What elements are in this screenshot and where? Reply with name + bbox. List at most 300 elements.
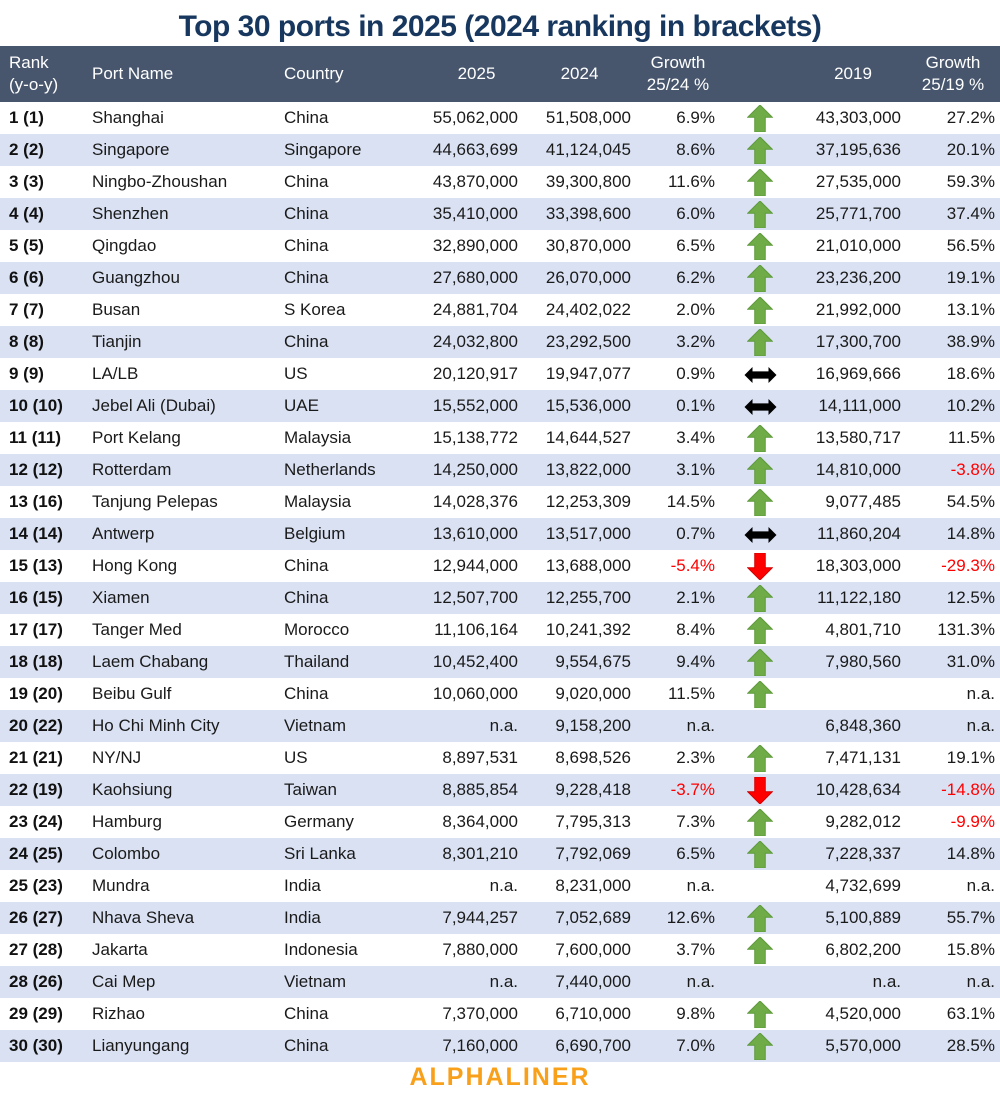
- volume-2024-cell: 12,253,309: [545, 492, 631, 511]
- volume-2024-cell: 9,228,418: [555, 780, 631, 799]
- volume-2019-cell: 5,570,000: [825, 1036, 901, 1055]
- port-name-cell: Shanghai: [92, 108, 164, 127]
- table-row: [0, 774, 1000, 806]
- country-cell: China: [284, 1036, 329, 1055]
- volume-2025-cell: n.a.: [489, 972, 518, 991]
- volume-2019-cell: n.a.: [872, 972, 901, 991]
- trend-cell: [720, 806, 800, 838]
- up-arrow-icon: [747, 169, 773, 196]
- header-trend-spacer: [720, 46, 800, 102]
- volume-2025-cell: 35,410,000: [432, 204, 518, 223]
- volume-2024-cell: 6,710,000: [555, 1004, 631, 1023]
- growth-2519-cell: 56.5%: [946, 236, 995, 255]
- volume-2019-cell: 14,111,000: [818, 396, 901, 415]
- trend-cell: [720, 1030, 800, 1062]
- header-2019: 2019: [800, 46, 906, 102]
- country-cell: Germany: [284, 812, 354, 831]
- table-row: [0, 582, 1000, 614]
- port-name-cell: Hong Kong: [92, 556, 178, 575]
- header-rank-line2: (y-o-y): [9, 75, 59, 94]
- growth-2524-cell: 0.9%: [676, 364, 715, 383]
- trend-cell: [720, 102, 800, 134]
- trend-cell: [720, 326, 800, 358]
- port-name-cell: Cai Mep: [92, 972, 156, 991]
- growth-2519-cell: 10.2%: [946, 396, 995, 415]
- growth-2519-cell: 14.8%: [946, 524, 995, 543]
- table-row: [0, 646, 1000, 678]
- page-title: Top 30 ports in 2025 (2024 ranking in brackets): [178, 10, 822, 43]
- growth-2524-cell: 8.4%: [676, 620, 715, 639]
- volume-2025-cell: 12,944,000: [432, 556, 518, 575]
- growth-2524-cell: 3.1%: [676, 460, 715, 479]
- country-cell: Malaysia: [284, 492, 352, 511]
- trend-cell: [720, 294, 800, 326]
- table-row: [0, 934, 1000, 966]
- volume-2024-cell: 7,795,313: [555, 812, 631, 831]
- rank-cell: 27 (28): [9, 940, 63, 959]
- rank-cell: 2 (2): [9, 140, 44, 159]
- volume-2024-cell: 7,440,000: [555, 972, 631, 991]
- header-growth-2524-line2: 25/24 %: [646, 75, 710, 94]
- volume-2019-cell: 11,122,180: [817, 588, 901, 607]
- up-arrow-icon: [747, 905, 773, 932]
- country-cell: Vietnam: [284, 972, 347, 991]
- header-port-name: Port Name: [88, 46, 280, 102]
- country-cell: China: [284, 204, 329, 223]
- volume-2025-cell: 10,452,400: [432, 652, 518, 671]
- table-row: [0, 198, 1000, 230]
- left-right-arrow-icon: [744, 399, 777, 415]
- up-arrow-icon: [747, 105, 773, 132]
- country-cell: Indonesia: [284, 940, 358, 959]
- growth-2524-cell: 12.6%: [666, 908, 715, 927]
- table-row: [0, 262, 1000, 294]
- growth-2524-cell: 14.5%: [666, 492, 715, 511]
- port-name-cell: Nhava Sheva: [92, 908, 195, 927]
- growth-2524-cell: 9.4%: [676, 652, 715, 671]
- volume-2019-cell: 37,195,636: [815, 140, 901, 159]
- volume-2024-cell: 8,231,000: [555, 876, 631, 895]
- table-row: [0, 518, 1000, 550]
- rank-cell: 18 (18): [9, 652, 63, 671]
- table-row: [0, 966, 1000, 998]
- volume-2024-cell: 7,600,000: [555, 940, 631, 959]
- rank-cell: 15 (13): [9, 556, 63, 575]
- growth-2524-cell: 6.9%: [676, 108, 715, 127]
- volume-2019-cell: 4,732,699: [825, 876, 901, 895]
- port-name-cell: Ho Chi Minh City: [92, 716, 220, 735]
- growth-2519-cell: 59.3%: [946, 172, 995, 191]
- growth-2519-cell: 131.3%: [937, 620, 995, 639]
- volume-2024-cell: 7,792,069: [555, 844, 631, 863]
- header-2024: 2024: [523, 46, 636, 102]
- volume-2019-cell: 21,010,000: [815, 236, 901, 255]
- port-name-cell: Tanger Med: [92, 620, 182, 639]
- country-cell: China: [284, 332, 329, 351]
- table-row: [0, 742, 1000, 774]
- growth-2524-cell: 7.3%: [676, 812, 715, 831]
- table-row: [0, 902, 1000, 934]
- growth-2519-cell: 55.7%: [946, 908, 995, 927]
- table-body: [0, 102, 1000, 1062]
- country-cell: China: [284, 268, 329, 287]
- volume-2024-cell: 9,554,675: [555, 652, 631, 671]
- header-growth-2519: [906, 46, 1000, 102]
- growth-2519-cell: n.a.: [966, 876, 995, 895]
- header-row: [0, 46, 1000, 102]
- growth-2524-cell: 3.4%: [676, 428, 715, 447]
- volume-2024-cell: 9,020,000: [555, 684, 631, 703]
- trend-cell: [720, 230, 800, 262]
- volume-2025-cell: 7,944,257: [442, 908, 518, 927]
- growth-2524-cell: 8.6%: [676, 140, 715, 159]
- up-arrow-icon: [747, 297, 773, 324]
- volume-2024-cell: 23,292,500: [545, 332, 631, 351]
- volume-2025-cell: 20,120,917: [432, 364, 518, 383]
- volume-2019-cell: 16,969,666: [815, 364, 901, 383]
- alphaliner-logo: ALPHALINER: [409, 1063, 591, 1091]
- volume-2024-cell: 12,255,700: [545, 588, 631, 607]
- port-name-cell: Tanjung Pelepas: [92, 492, 218, 511]
- up-arrow-icon: [747, 425, 773, 452]
- trend-cell: [720, 646, 800, 678]
- volume-2024-cell: 15,536,000: [545, 396, 631, 415]
- up-arrow-icon: [747, 201, 773, 228]
- volume-2025-cell: 7,160,000: [442, 1036, 518, 1055]
- rank-cell: 29 (29): [9, 1004, 63, 1023]
- volume-2019-cell: 27,535,000: [815, 172, 901, 191]
- volume-2025-cell: 11,106,164: [434, 620, 518, 639]
- volume-2025-cell: 10,060,000: [432, 684, 518, 703]
- volume-2019-cell: 4,520,000: [825, 1004, 901, 1023]
- growth-2524-cell: -3.7%: [670, 780, 715, 799]
- country-cell: India: [284, 876, 321, 895]
- volume-2019-cell: 4,801,710: [825, 620, 901, 639]
- volume-2025-cell: 32,890,000: [432, 236, 518, 255]
- down-arrow-icon: [747, 777, 773, 804]
- up-arrow-icon: [747, 489, 773, 516]
- port-name-cell: Rotterdam: [92, 460, 172, 479]
- rank-cell: 8 (8): [9, 332, 44, 351]
- country-cell: Belgium: [284, 524, 346, 543]
- port-name-cell: Hamburg: [92, 812, 162, 831]
- growth-2519-cell: 19.1%: [946, 748, 995, 767]
- table-row: [0, 710, 1000, 742]
- rank-cell: 6 (6): [9, 268, 44, 287]
- port-name-cell: NY/NJ: [92, 748, 142, 767]
- growth-2519-cell: -29.3%: [941, 556, 995, 575]
- trend-cell: [720, 934, 800, 966]
- growth-2519-cell: 19.1%: [946, 268, 995, 287]
- port-name-cell: Beibu Gulf: [92, 684, 172, 703]
- growth-2519-cell: -9.9%: [950, 812, 995, 831]
- growth-2519-cell: 63.1%: [946, 1004, 995, 1023]
- volume-2019-cell: 17,300,700: [815, 332, 901, 351]
- left-right-arrow-icon: [744, 367, 777, 383]
- up-arrow-icon: [747, 841, 773, 868]
- growth-2524-cell: 11.6%: [668, 172, 715, 191]
- volume-2025-cell: n.a.: [489, 716, 518, 735]
- trend-cell: [720, 166, 800, 198]
- growth-2524-cell: 9.8%: [676, 1004, 715, 1023]
- trend-cell: [720, 198, 800, 230]
- volume-2025-cell: 8,885,854: [442, 780, 518, 799]
- volume-2025-cell: 55,062,000: [432, 108, 518, 127]
- volume-2019-cell: 7,471,131: [825, 748, 901, 767]
- volume-2019-cell: 21,992,000: [815, 300, 901, 319]
- volume-2025-cell: 44,663,699: [432, 140, 518, 159]
- volume-2025-cell: 8,364,000: [442, 812, 518, 831]
- volume-2019-cell: 6,848,360: [825, 716, 901, 735]
- country-cell: Sri Lanka: [284, 844, 356, 863]
- table-row: [0, 1030, 1000, 1062]
- country-cell: China: [284, 172, 329, 191]
- growth-2519-cell: 11.5%: [948, 428, 995, 447]
- table-row: [0, 134, 1000, 166]
- header-growth-2519-line2: 25/19 %: [921, 75, 985, 94]
- header-2025: 2025: [430, 46, 523, 102]
- rank-cell: 26 (27): [9, 908, 63, 927]
- table-row: [0, 422, 1000, 454]
- volume-2025-cell: 27,680,000: [432, 268, 518, 287]
- trend-cell: [720, 134, 800, 166]
- port-name-cell: Jakarta: [92, 940, 148, 959]
- table-row: [0, 230, 1000, 262]
- volume-2025-cell: 24,032,800: [432, 332, 518, 351]
- volume-2019-cell: 13,580,717: [815, 428, 901, 447]
- volume-2024-cell: 14,644,527: [545, 428, 631, 447]
- growth-2524-cell: 3.7%: [676, 940, 715, 959]
- table-header: [0, 46, 1000, 102]
- rank-cell: 9 (9): [9, 364, 44, 383]
- trend-cell: [720, 486, 800, 518]
- country-cell: China: [284, 684, 329, 703]
- trend-cell: [720, 262, 800, 294]
- table-row: [0, 998, 1000, 1030]
- header-rank: [0, 46, 88, 102]
- volume-2024-cell: 8,698,526: [555, 748, 631, 767]
- volume-2024-cell: 6,690,700: [555, 1036, 631, 1055]
- volume-2024-cell: 10,241,392: [545, 620, 631, 639]
- rank-cell: 20 (22): [9, 716, 63, 735]
- growth-2524-cell: 2.1%: [676, 588, 715, 607]
- volume-2019-cell: 43,303,000: [815, 108, 901, 127]
- country-cell: Thailand: [284, 652, 350, 671]
- rank-cell: 24 (25): [9, 844, 63, 863]
- rank-cell: 25 (23): [9, 876, 63, 895]
- growth-2519-cell: 54.5%: [946, 492, 995, 511]
- volume-2019-cell: 7,980,560: [825, 652, 901, 671]
- volume-2019-cell: 9,077,485: [825, 492, 901, 511]
- volume-2024-cell: 13,688,000: [545, 556, 631, 575]
- port-name-cell: Qingdao: [92, 236, 157, 255]
- up-arrow-icon: [747, 265, 773, 292]
- trend-cell: [720, 422, 800, 454]
- rank-cell: 12 (12): [9, 460, 63, 479]
- country-cell: Netherlands: [284, 460, 376, 479]
- port-name-cell: Lianyungang: [92, 1036, 190, 1055]
- up-arrow-icon: [747, 1033, 773, 1060]
- up-arrow-icon: [747, 233, 773, 260]
- table-row: [0, 166, 1000, 198]
- rank-cell: 23 (24): [9, 812, 63, 831]
- trend-cell: [720, 614, 800, 646]
- port-name-cell: Tianjin: [92, 332, 142, 351]
- rank-cell: 5 (5): [9, 236, 44, 255]
- volume-2024-cell: 24,402,022: [545, 300, 631, 319]
- up-arrow-icon: [747, 329, 773, 356]
- table-row: [0, 390, 1000, 422]
- rank-cell: 19 (20): [9, 684, 63, 703]
- growth-2519-cell: n.a.: [966, 972, 995, 991]
- table-row: [0, 870, 1000, 902]
- port-name-cell: LA/LB: [92, 364, 139, 383]
- growth-2519-cell: 38.9%: [946, 332, 995, 351]
- trend-cell: [720, 582, 800, 614]
- port-name-cell: Singapore: [92, 140, 170, 159]
- growth-2524-cell: 6.5%: [676, 844, 715, 863]
- country-cell: China: [284, 588, 329, 607]
- growth-2519-cell: 12.5%: [946, 588, 995, 607]
- country-cell: Morocco: [284, 620, 350, 639]
- volume-2019-cell: 25,771,700: [815, 204, 901, 223]
- growth-2519-cell: -14.8%: [941, 780, 995, 799]
- growth-2519-cell: n.a.: [966, 716, 995, 735]
- trend-cell: [720, 838, 800, 870]
- trend-cell: [720, 710, 800, 742]
- down-arrow-icon: [747, 553, 773, 580]
- volume-2019-cell: 11,860,204: [817, 524, 901, 543]
- port-name-cell: Antwerp: [92, 524, 155, 543]
- rank-cell: 1 (1): [9, 108, 44, 127]
- port-name-cell: Ningbo-Zhoushan: [92, 172, 228, 191]
- rank-cell: 11 (11): [9, 428, 61, 447]
- table-row: [0, 678, 1000, 710]
- volume-2025-cell: 15,552,000: [432, 396, 518, 415]
- volume-2025-cell: 14,250,000: [432, 460, 518, 479]
- volume-2024-cell: 9,158,200: [555, 716, 631, 735]
- growth-2524-cell: 6.5%: [676, 236, 715, 255]
- trend-cell: [720, 678, 800, 710]
- trend-cell: [720, 518, 800, 550]
- volume-2024-cell: 19,947,077: [545, 364, 631, 383]
- up-arrow-icon: [747, 681, 773, 708]
- growth-2524-cell: 2.0%: [676, 300, 715, 319]
- port-name-cell: Kaohsiung: [92, 780, 173, 799]
- rank-cell: 13 (16): [9, 492, 63, 511]
- table-row: [0, 550, 1000, 582]
- volume-2025-cell: 14,028,376: [432, 492, 518, 511]
- up-arrow-icon: [747, 1001, 773, 1028]
- header-country: Country: [280, 46, 430, 102]
- country-cell: China: [284, 1004, 329, 1023]
- volume-2024-cell: 7,052,689: [555, 908, 631, 927]
- table-row: [0, 294, 1000, 326]
- rank-cell: 16 (15): [9, 588, 63, 607]
- growth-2524-cell: n.a.: [686, 876, 715, 895]
- growth-2519-cell: -3.8%: [950, 460, 995, 479]
- port-name-cell: Jebel Ali (Dubai): [92, 396, 216, 415]
- country-cell: S Korea: [284, 300, 346, 319]
- trend-cell: [720, 966, 800, 998]
- volume-2025-cell: 12,507,700: [432, 588, 518, 607]
- volume-2019-cell: 7,228,337: [825, 844, 901, 863]
- volume-2019-cell: 18,303,000: [815, 556, 901, 575]
- volume-2024-cell: 41,124,045: [545, 140, 631, 159]
- volume-2025-cell: 43,870,000: [432, 172, 518, 191]
- growth-2519-cell: 37.4%: [946, 204, 995, 223]
- rank-cell: 30 (30): [9, 1036, 63, 1055]
- trend-cell: [720, 870, 800, 902]
- country-cell: Singapore: [284, 140, 362, 159]
- volume-2025-cell: 7,880,000: [442, 940, 518, 959]
- volume-2025-cell: n.a.: [489, 876, 518, 895]
- ports-table: [0, 46, 1000, 1062]
- country-cell: China: [284, 236, 329, 255]
- port-name-cell: Colombo: [92, 844, 161, 863]
- rank-cell: 17 (17): [9, 620, 63, 639]
- volume-2019-cell: 6,802,200: [825, 940, 901, 959]
- table-row: [0, 614, 1000, 646]
- growth-2524-cell: 7.0%: [676, 1036, 715, 1055]
- header-growth-2519-line1: Growth: [925, 52, 981, 72]
- growth-2524-cell: 0.1%: [676, 396, 715, 415]
- volume-2025-cell: 13,610,000: [432, 524, 518, 543]
- volume-2024-cell: 33,398,600: [545, 204, 631, 223]
- port-name-cell: Laem Chabang: [92, 652, 209, 671]
- table-row: [0, 102, 1000, 134]
- volume-2024-cell: 13,517,000: [545, 524, 631, 543]
- growth-2519-cell: 15.8%: [946, 940, 995, 959]
- growth-2519-cell: 28.5%: [946, 1036, 995, 1055]
- table-row: [0, 838, 1000, 870]
- volume-2019-cell: 9,282,012: [825, 812, 901, 831]
- header-growth-2524: [636, 46, 720, 102]
- growth-2519-cell: 27.2%: [946, 108, 995, 127]
- port-name-cell: Xiamen: [92, 588, 150, 607]
- growth-2519-cell: 13.1%: [946, 300, 995, 319]
- growth-2519-cell: 14.8%: [946, 844, 995, 863]
- trend-cell: [720, 358, 800, 390]
- port-name-cell: Mundra: [92, 876, 150, 895]
- footer: [0, 1062, 1000, 1092]
- country-cell: US: [284, 364, 308, 383]
- port-name-cell: Shenzhen: [92, 204, 169, 223]
- growth-2524-cell: 3.2%: [676, 332, 715, 351]
- volume-2024-cell: 51,508,000: [545, 108, 631, 127]
- trend-cell: [720, 550, 800, 582]
- country-cell: UAE: [284, 396, 319, 415]
- volume-2024-cell: 39,300,800: [545, 172, 631, 191]
- growth-2524-cell: 6.0%: [676, 204, 715, 223]
- rank-cell: 22 (19): [9, 780, 63, 799]
- volume-2025-cell: 24,881,704: [432, 300, 518, 319]
- country-cell: Taiwan: [284, 780, 337, 799]
- port-name-cell: Busan: [92, 300, 141, 319]
- up-arrow-icon: [747, 745, 773, 772]
- rank-cell: 28 (26): [9, 972, 63, 991]
- volume-2019-cell: 23,236,200: [815, 268, 901, 287]
- country-cell: China: [284, 108, 329, 127]
- rank-cell: 10 (10): [9, 396, 63, 415]
- growth-2519-cell: 31.0%: [946, 652, 995, 671]
- country-cell: China: [284, 556, 329, 575]
- volume-2024-cell: 26,070,000: [545, 268, 631, 287]
- up-arrow-icon: [747, 617, 773, 644]
- growth-2519-cell: 20.1%: [946, 140, 995, 159]
- rank-cell: 14 (14): [9, 524, 63, 543]
- country-cell: Vietnam: [284, 716, 347, 735]
